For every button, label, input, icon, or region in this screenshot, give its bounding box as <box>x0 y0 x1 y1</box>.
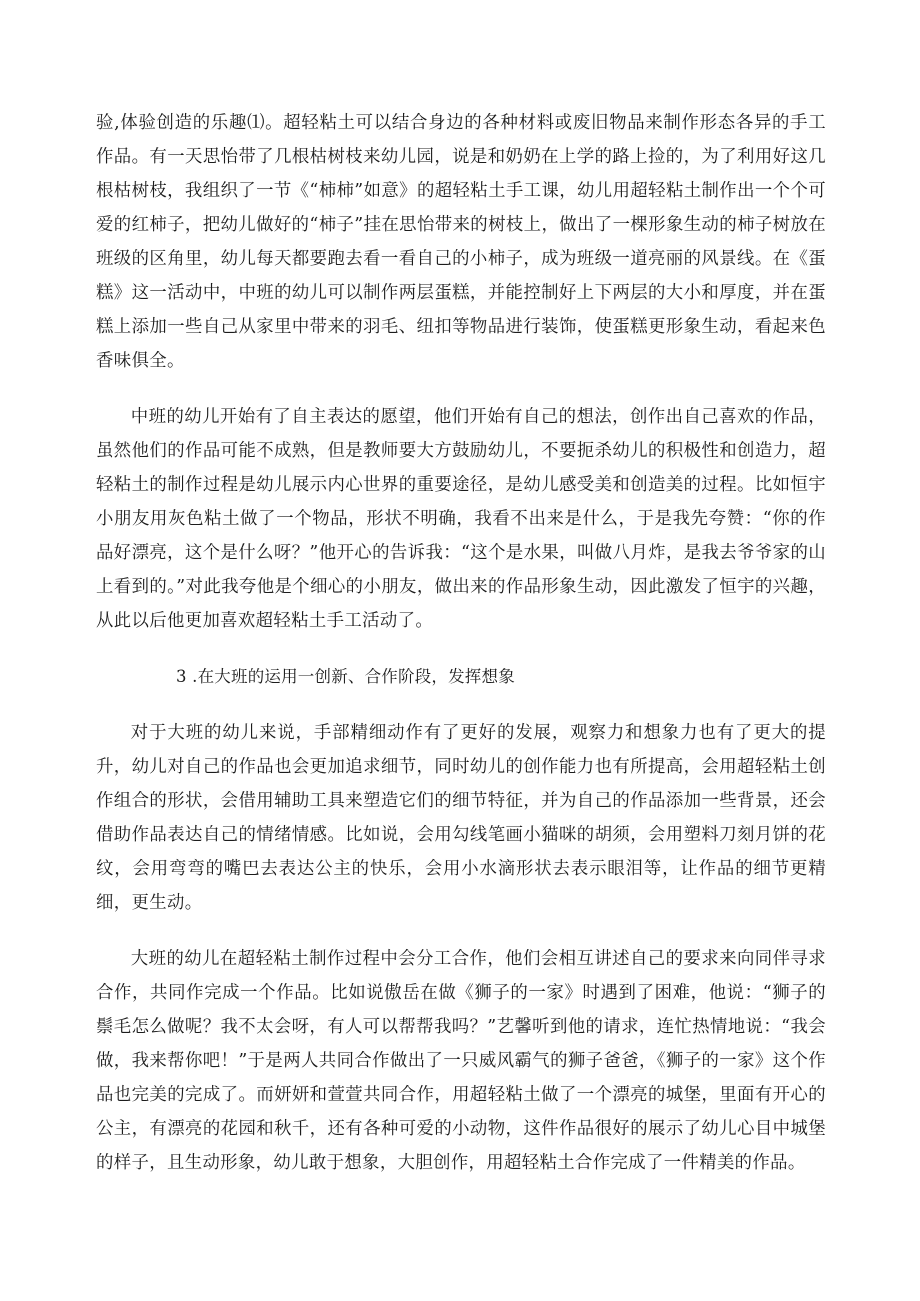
section-heading-3: 3 .在大班的运用一创新、合作阶段，发挥想象 <box>176 667 515 686</box>
paragraph-continuation: 验,体验创造的乐趣⑴。超轻粘土可以结合身边的各种材料或废旧物品来制作形态各异的手工作品。有一天思怡带了几根枯树枝来幼儿园，说是和奶奶在上学的路上捡的，为了利用好这几根枯树枝，我组织了一节《“柿柿”如意》的超轻粘土手工课，幼儿用超轻粘土制作出一个个可爱的红柿子，把幼儿做好的“柿子”挂在思怡带来的树枝上，做出了一棵形象生动的柿子树放在班级的区角里，幼儿每天都要跑去看一看自己的小柿子，成为班级一道亮丽的风景线。在《蛋糕》这一活动中，中班的幼儿可以制作两层蛋糕，并能控制好上下两层的大小和厚度，并在蛋糕上添加一些自己从家里中带来的羽毛、纽扣等物品进行装饰，使蛋糕更形象生动，看起来色香味俱全。 <box>96 113 826 371</box>
document-body <box>96 106 826 1202</box>
paragraph-senior-class-cooperation: 大班的幼儿在超轻粘土制作过程中会分工合作，他们会相互讲述自己的要求来向同伴寻求合作，共同作完成一个作品。比如说傲岳在做《狮子的一家》时遇到了困难，他说：“狮子的鬃毛怎么做呢？我不太会呀，有人可以帮帮我吗？”艺馨听到他的请求，连忙热情地说：“我会做，我来帮你吧！”于是两人共同合作做出了一只威风霸气的狮子爸爸，《狮子的一家》这个作品也完美的完成了。而妍妍和萱萱共同合作，用超轻粘土做了一个漂亮的城堡，里面有开心的公主，有漂亮的花园和秋千，还有各种可爱的小动物，这件作品很好的展示了幼儿心目中城堡的样子，且生动形象，幼儿敢于想象，大胆创作，用超轻粘土合作完成了一件精美的作品。 <box>96 949 826 1173</box>
paragraph-senior-class-details: 对于大班的幼儿来说，手部精细动作有了更好的发展，观察力和想象力也有了更大的提升，幼儿对自己的作品也会更加追求细节，同时幼儿的创作能力也有所提高，会用超轻粘土创作组合的形状，会借用辅助工具来塑造它们的细节特征，并为自己的作品添加一些背景，还会借助作品表达自己的情绪情感。比如说，会用勾线笔画小猫咪的胡须，会用塑料刀刻月饼的花纹，会用弯弯的嘴巴去表达公主的快乐，会用小水滴形状去表示眼泪等，让作品的细节更精细，更生动。 <box>96 723 826 913</box>
paragraph-middle-class-expression: 中班的幼儿开始有了自主表达的愿望，他们开始有自己的想法，创作出自己喜欢的作品，虽然他们的作品可能不成熟，但是教师要大方鼓励幼儿，不要扼杀幼儿的积极性和创造力，超轻粘土的制作过程是幼儿展示内心世界的重要途径，是幼儿感受美和创造美的过程。比如恒宇小朋友用灰色粘土做了一个物品，形状不明确，我看不出来是什么，于是我先夸赞：“你的作品好漂亮，这个是什么呀？”他开心的告诉我：“这个是水果，叫做八月炸，是我去爷爷家的山上看到的。”对此我夸他是个细心的小朋友，做出来的作品形象生动，因此激发了恒宇的兴趣，从此以后他更加喜欢超轻粘土手工活动了。 <box>96 407 826 631</box>
